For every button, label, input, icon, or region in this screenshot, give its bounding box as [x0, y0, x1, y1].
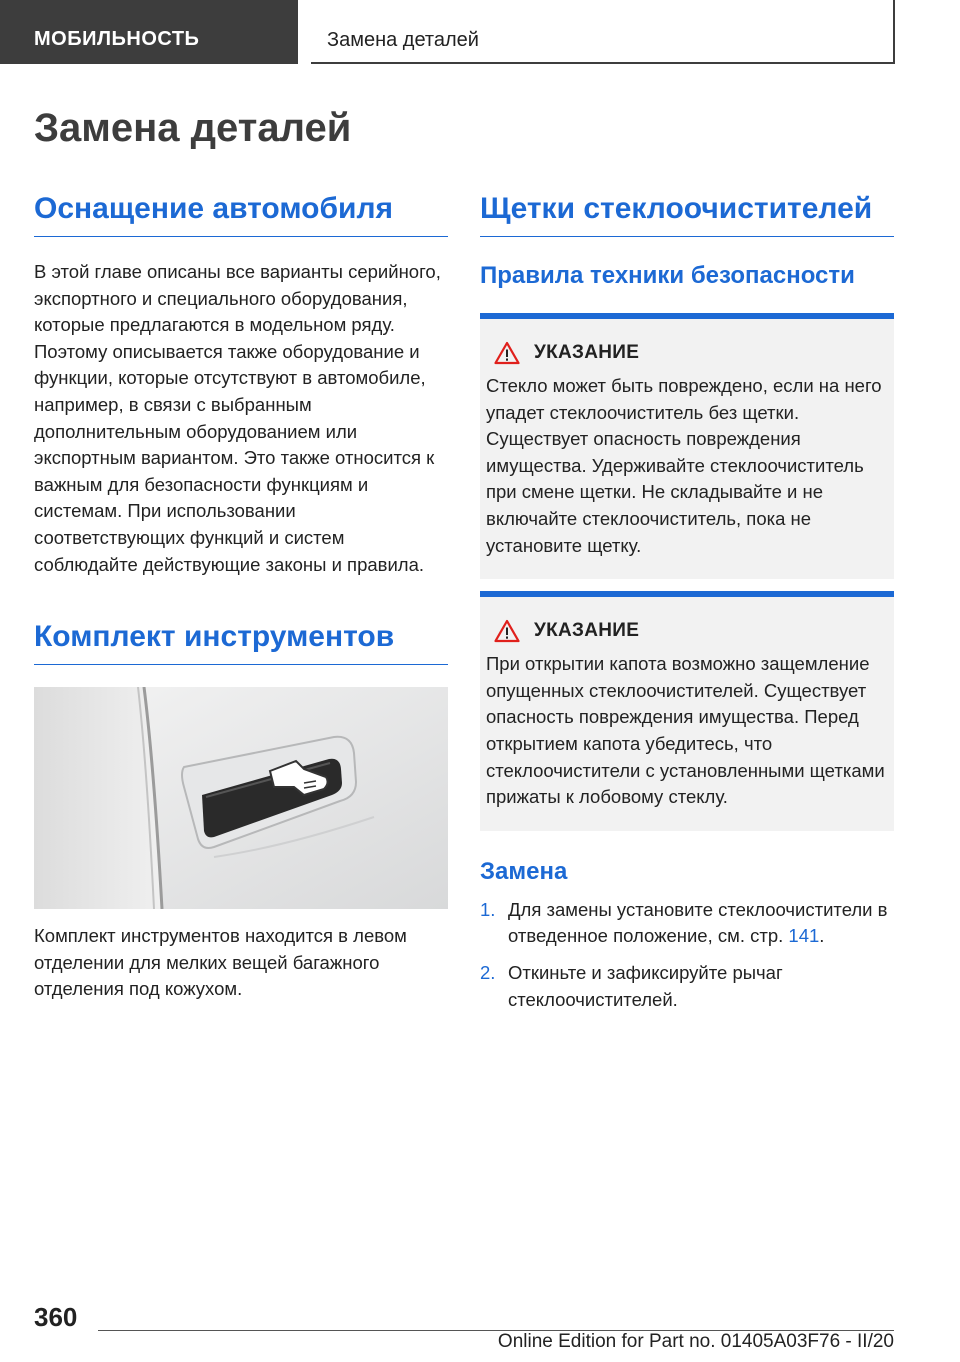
right-column	[480, 190, 894, 1023]
notice-box	[480, 313, 894, 579]
page-reference-link[interactable]: 141	[788, 925, 820, 947]
toolkit-text: Комплект инструментов находится в левом отделении для мелких вещей багажного отделения под кожухом.	[34, 925, 407, 1000]
header-section-tab	[0, 0, 298, 64]
step-text: Для замены установите стеклоочистители в отведенное положение, см. стр. 141.	[508, 898, 888, 947]
step-number: 1.	[480, 898, 496, 920]
wipers-heading: Щетки стеклоочистителей	[480, 190, 894, 237]
list-item	[480, 897, 894, 950]
toolkit-heading: Комплект инструментов	[34, 618, 448, 665]
header-section-label: МОБИЛЬНОСТЬ	[34, 28, 200, 50]
page-title: Замена деталей	[34, 106, 352, 150]
header-chapter-tab	[311, 0, 895, 64]
notice-title: УКАЗАНИЕ	[534, 620, 640, 642]
step-number: 2.	[480, 961, 496, 983]
equipment-heading: Оснащение автомобиля	[34, 190, 448, 237]
equipment-text: В этой главе описаны все варианты серийного, экспортного и специального оборудования, которые предлагаются в модельном ряду. Поэтому описывается также оборудование и функции, которые отсутствуют в автомобиле, например, в связи с выбранным дополнительным оборудованием или экспортным вариантом. Это также относится к важным для безопасности функциям и системам. При использовании соответствующих функций и систем соблюдайте действующие законы и правила.	[34, 261, 441, 575]
header-chapter-label: Замена деталей	[327, 29, 479, 51]
notice-header	[486, 341, 888, 365]
replace-heading: Замена	[480, 857, 568, 885]
left-column	[34, 190, 448, 1003]
footer-edition: Online Edition for Part no. 01405A03F76 - II/20	[497, 1331, 894, 1352]
list-item	[480, 960, 894, 1013]
notice-title: УКАЗАНИЕ	[534, 342, 640, 363]
toolkit-photo	[34, 687, 448, 909]
notice-box	[480, 591, 894, 831]
warning-icon	[494, 619, 520, 643]
step-text: Откиньте и зафиксируйте рычаг стеклоочистителей.	[508, 961, 783, 1010]
notice-text: При открытии капота возможно защемление опущенных стеклоочистителей. Существует опасность повреждения имущества. Перед открытием капота убедитесь, что стеклоочистители с установленными щетками прижаты к лобовому стеклу.	[486, 653, 885, 808]
page-number: 360	[34, 1302, 78, 1332]
warning-icon	[494, 341, 520, 365]
toolkit-compartment-image	[34, 687, 448, 909]
notice-text: Стекло может быть повреждено, если на него упадет стеклоочиститель без щетки. Существует опасность повреждения имущества. Удерживайте стеклоочиститель при смене щетки. Не складывайте и не включайте стеклоочиститель, пока не установите щетку.	[486, 375, 882, 556]
safety-heading: Правила техники безопасности	[480, 262, 855, 289]
replace-steps-list	[480, 897, 894, 1013]
notice-header	[486, 619, 888, 643]
